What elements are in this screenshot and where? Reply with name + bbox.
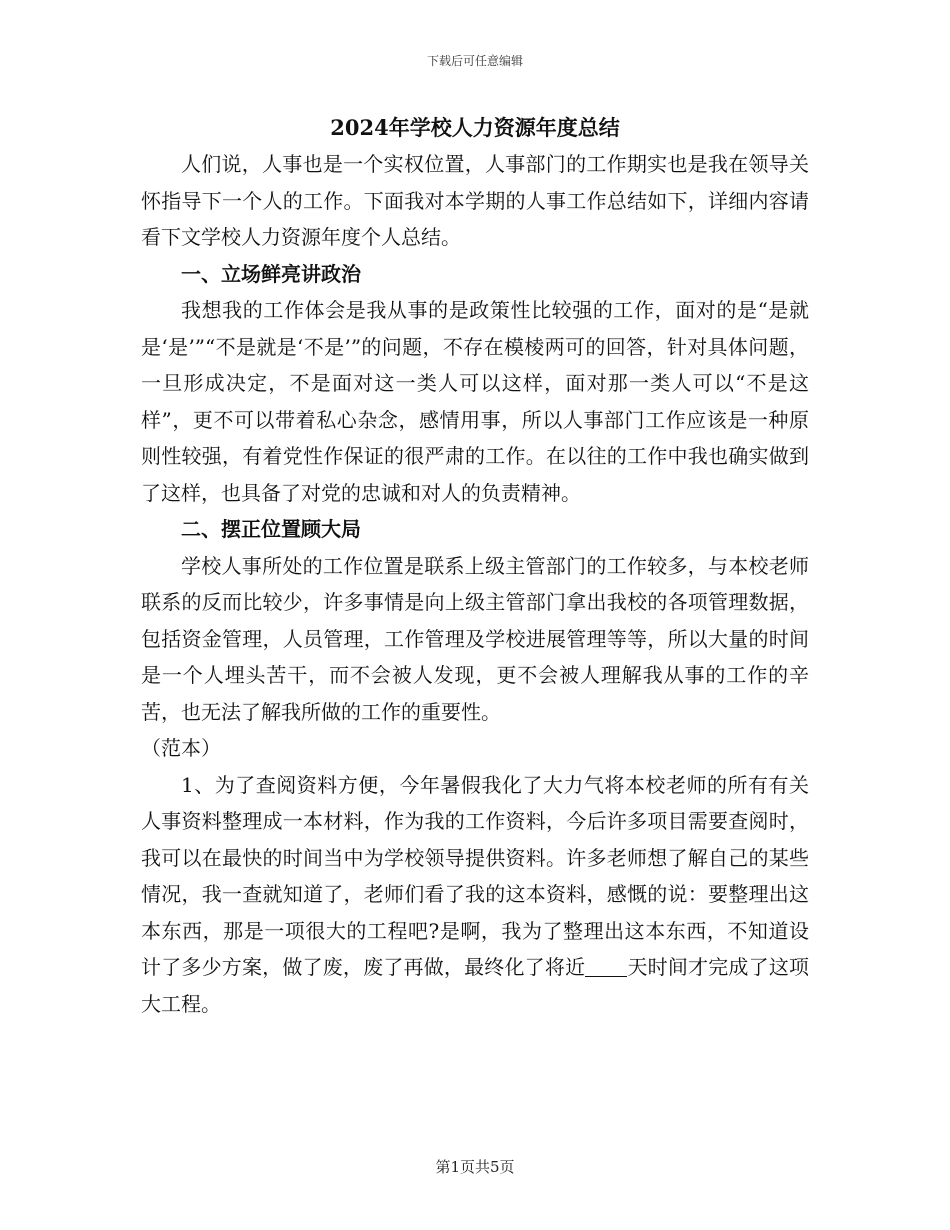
intro-paragraph: 人们说，人事也是一个实权位置，人事部门的工作期实也是我在领导关怀指导下一个人的工作。下面我对本学期的人事工作总结如下，详细内容请看下文学校人力资源年度个人总结。 — [141, 152, 809, 249]
item-1-tail: 天时间才完成了这项大工程。 — [141, 955, 810, 1016]
item-1-text: 1、为了查阅资料方便，今年暑假我化了大力气将本校老师的所有有关人事资料整理成一本材料，作为我的工作资料，今后许多项目需要查阅时，我可以在最快的时间当中为学校领导提供资料。许多老师想了解自己的某些情况，我一查就知道了，老师们看了我的这本资料，感慨的说：要整理出这本东西，那是一项很大的工程吧?是啊，我为了整理出这本东西，不知道设计了多少方案，做了废，废了再做，最终化了将近 — [141, 772, 809, 979]
page-header: 下载后可任意编辑 — [426, 54, 523, 68]
section-2-paragraph: 学校人事所处的工作位置是联系上级主管部门的工作较多，与本校老师联系的反而比较少，许多事情是向上级主管部门拿出我校的各项管理数据，包括资金管理，人员管理，工作管理及学校进展管理等等，所以大量的时间是一个人埋头苦干，而不会被人发现，更不会被人理解我从事的工作的辛苦，也无法了解我所做的工作的重要性。 — [141, 553, 809, 724]
document-body — [141, 112, 809, 1022]
sample-note: （范本） — [141, 736, 221, 760]
item-1-paragraph — [141, 767, 809, 1023]
section-1-paragraph: 我想我的工作体会是我从事的是政策性比较强的工作，面对的是“是就是‘是’”“不是就是‘不是’”的问题，不存在模棱两可的回答，针对具体问题，一旦形成决定，不是面对这一类人可以这样，面对那一类人可以“不是这样”，更不可以带着私心杂念，感情用事，所以人事部门工作应该是一种原则性较强，有着党性作保证的很严肃的工作。在以往的工作中我也确实做到了这样，也具备了对党的忠诚和对人的负责精神。 — [141, 298, 809, 505]
section-2-heading: 二、摆正位置顾大局 — [181, 517, 361, 541]
section-1-heading: 一、立场鲜亮讲政治 — [181, 261, 361, 286]
page-number: 第1页共5页 — [435, 1158, 515, 1176]
fill-in-blank — [585, 956, 627, 977]
document-title: 2024年学校人力资源年度总结 — [330, 115, 620, 140]
